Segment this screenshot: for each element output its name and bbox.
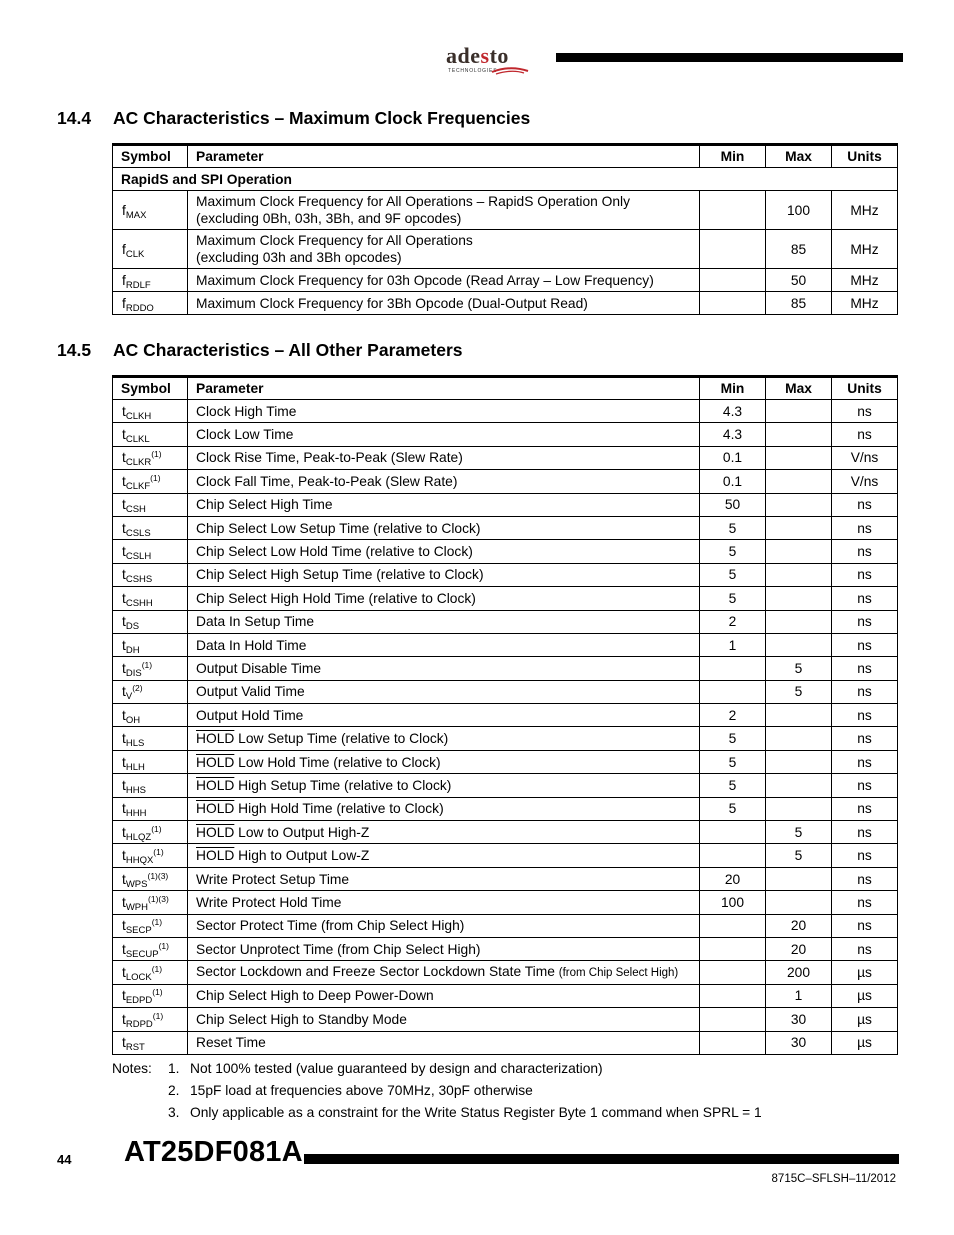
adesto-logo bbox=[446, 44, 530, 76]
max-cell: 1 bbox=[766, 984, 832, 1007]
group-row bbox=[113, 168, 898, 191]
max-cell bbox=[766, 493, 832, 516]
max-cell bbox=[766, 540, 832, 563]
max-cell bbox=[766, 750, 832, 773]
logo-wordmark: adesto bbox=[446, 43, 509, 68]
max-cell bbox=[766, 516, 832, 539]
symbol-cell: $t_{WPS}^{(1)(3)}$ bbox=[113, 867, 188, 890]
table-row bbox=[113, 540, 898, 563]
group-label: RapidS and SPI Operation bbox=[113, 168, 898, 191]
max-cell bbox=[766, 797, 832, 820]
table-notes bbox=[112, 1058, 762, 1124]
symbol-cell: $t_{WPH}^{(1)(3)}$ bbox=[113, 891, 188, 914]
min-cell: 0.1 bbox=[700, 446, 766, 469]
col-units: Units bbox=[832, 377, 898, 400]
symbol-cell: $t_{HHH}$ bbox=[113, 797, 188, 820]
part-number-title: AT25DF081A bbox=[124, 1136, 303, 1168]
units-cell: V/ns bbox=[832, 446, 898, 469]
footnote-ref: (1) bbox=[158, 940, 169, 951]
parameter-cell: Chip Select Low Setup Time (relative to Clock) bbox=[188, 516, 700, 539]
units-cell: µs bbox=[832, 961, 898, 984]
units-cell: ns bbox=[832, 657, 898, 680]
max-cell: 85 bbox=[766, 230, 832, 269]
table-row bbox=[113, 516, 898, 539]
table-header-row bbox=[113, 377, 898, 400]
parameter-cell: Chip Select High Setup Time (relative to Clock) bbox=[188, 563, 700, 586]
col-max: Max bbox=[766, 145, 832, 168]
section-heading-14-4: 14.4 AC Characteristics – Maximum Clock Frequencies bbox=[57, 108, 531, 128]
table-row bbox=[113, 984, 898, 1007]
parameter-cell: HOLD Low Setup Time (relative to Clock) bbox=[188, 727, 700, 750]
table-row bbox=[113, 563, 898, 586]
footnote-ref: (1) bbox=[151, 449, 162, 460]
max-cell bbox=[766, 400, 832, 423]
parameter-cell: Chip Select High Hold Time (relative to Clock) bbox=[188, 587, 700, 610]
min-cell: 5 bbox=[700, 727, 766, 750]
symbol-cell: $f_{RDLF}$ bbox=[113, 269, 188, 292]
footnote-ref: (1) bbox=[151, 964, 163, 975]
units-cell: MHz bbox=[832, 230, 898, 269]
units-cell: ns bbox=[832, 844, 898, 867]
parameter-cell: Maximum Clock Frequency for All Operations (excluding 03h and 3Bh opcodes) bbox=[188, 230, 700, 269]
symbol-cell: $t_{EDPD}^{(1)}$ bbox=[113, 984, 188, 1007]
units-cell: µs bbox=[832, 1008, 898, 1031]
min-cell bbox=[700, 1031, 766, 1054]
units-cell: ns bbox=[832, 914, 898, 937]
max-cell bbox=[766, 704, 832, 727]
footnote-ref: (1) bbox=[153, 847, 164, 858]
note-1: Notes: 1. Not 100% tested (value guaranteed by design and characterization) bbox=[112, 1061, 603, 1076]
hold-signal-label: HOLD bbox=[196, 731, 235, 747]
table-row bbox=[113, 587, 898, 610]
min-cell: 20 bbox=[700, 867, 766, 890]
min-cell: 5 bbox=[700, 797, 766, 820]
max-cell: 30 bbox=[766, 1008, 832, 1031]
units-cell: ns bbox=[832, 563, 898, 586]
col-units: Units bbox=[832, 145, 898, 168]
footnote-ref: (2) bbox=[132, 683, 143, 694]
units-cell: µs bbox=[832, 984, 898, 1007]
max-cell: 85 bbox=[766, 292, 832, 315]
symbol-cell: $t_{CSHS}$ bbox=[113, 563, 188, 586]
table-header-row bbox=[113, 145, 898, 168]
symbol-cell: $t_{CLKL}$ bbox=[113, 423, 188, 446]
min-cell bbox=[700, 292, 766, 315]
table-row bbox=[113, 633, 898, 656]
parameter-cell: Clock Rise Time, Peak-to-Peak (Slew Rate) bbox=[188, 446, 700, 469]
units-cell: ns bbox=[832, 821, 898, 844]
table-row bbox=[113, 423, 898, 446]
hold-signal-label: HOLD bbox=[196, 754, 235, 770]
max-cell bbox=[766, 867, 832, 890]
parameter-cell: Output Valid Time bbox=[188, 680, 700, 703]
min-cell bbox=[700, 984, 766, 1007]
max-cell bbox=[766, 727, 832, 750]
footnote-ref: (1) bbox=[152, 987, 163, 998]
hold-signal-label: HOLD bbox=[196, 801, 235, 817]
parameter-cell: Chip Select Low Hold Time (relative to Clock) bbox=[188, 540, 700, 563]
parameter-cell: Sector Unprotect Time (from Chip Select High) bbox=[188, 937, 700, 960]
table-row bbox=[113, 191, 898, 230]
units-cell: ns bbox=[832, 750, 898, 773]
table-row bbox=[113, 821, 898, 844]
min-cell: 2 bbox=[700, 610, 766, 633]
units-cell: ns bbox=[832, 423, 898, 446]
hold-signal-label: HOLD bbox=[196, 777, 235, 793]
min-cell bbox=[700, 230, 766, 269]
parameter-cell: Sector Lockdown and Freeze Sector Lockdown State Time (from Chip Select High) bbox=[188, 961, 700, 984]
footnote-ref: (1) bbox=[151, 823, 162, 834]
min-cell: 5 bbox=[700, 750, 766, 773]
parameter-cell: Maximum Clock Frequency for All Operations – RapidS Operation Only (excluding 0Bh, 03h, 3Bh, and 9F opcodes) bbox=[188, 191, 700, 230]
units-cell: ns bbox=[832, 516, 898, 539]
units-cell: ns bbox=[832, 867, 898, 890]
footnote-ref: (1)(3) bbox=[147, 870, 169, 881]
table-row bbox=[113, 446, 898, 469]
symbol-cell: $t_{LOCK}^{(1)}$ bbox=[113, 961, 188, 984]
symbol-cell: $t_{CLKR}^{(1)}$ bbox=[113, 446, 188, 469]
table-row bbox=[113, 680, 898, 703]
table-row bbox=[113, 269, 898, 292]
min-cell: 100 bbox=[700, 891, 766, 914]
table-row bbox=[113, 774, 898, 797]
max-cell bbox=[766, 563, 832, 586]
table-row bbox=[113, 750, 898, 773]
symbol-cell: $t_{RST}$ bbox=[113, 1031, 188, 1054]
min-cell bbox=[700, 680, 766, 703]
units-cell: MHz bbox=[832, 191, 898, 230]
col-min: Min bbox=[700, 145, 766, 168]
min-cell: 5 bbox=[700, 774, 766, 797]
symbol-cell: $t_{SECUP}^{(1)}$ bbox=[113, 937, 188, 960]
table-row bbox=[113, 797, 898, 820]
units-cell: MHz bbox=[832, 292, 898, 315]
min-cell bbox=[700, 844, 766, 867]
max-cell bbox=[766, 446, 832, 469]
footer-rule bbox=[304, 1154, 899, 1164]
max-cell: 50 bbox=[766, 269, 832, 292]
table-row bbox=[113, 727, 898, 750]
min-cell bbox=[700, 191, 766, 230]
hold-signal-label: HOLD bbox=[196, 848, 235, 864]
symbol-cell: $t_{DIS}^{(1)}$ bbox=[113, 657, 188, 680]
section-heading-14-5: 14.5 AC Characteristics – All Other Parameters bbox=[57, 340, 463, 360]
ac-parameters-table bbox=[112, 375, 898, 1055]
max-cell: 20 bbox=[766, 937, 832, 960]
table-row bbox=[113, 493, 898, 516]
max-cell: 20 bbox=[766, 914, 832, 937]
symbol-cell: $t_{HHS}$ bbox=[113, 774, 188, 797]
table-row bbox=[113, 844, 898, 867]
table-row bbox=[113, 891, 898, 914]
min-cell bbox=[700, 961, 766, 984]
symbol-cell: $t_{DS}$ bbox=[113, 610, 188, 633]
min-cell: 5 bbox=[700, 540, 766, 563]
max-cell: 30 bbox=[766, 1031, 832, 1054]
symbol-cell: $t_{CSLH}$ bbox=[113, 540, 188, 563]
min-cell: 4.3 bbox=[700, 400, 766, 423]
units-cell: ns bbox=[832, 633, 898, 656]
max-cell bbox=[766, 633, 832, 656]
units-cell: MHz bbox=[832, 269, 898, 292]
parameter-cell: HOLD High Setup Time (relative to Clock) bbox=[188, 774, 700, 797]
units-cell: ns bbox=[832, 400, 898, 423]
max-cell: 5 bbox=[766, 680, 832, 703]
max-cell: 200 bbox=[766, 961, 832, 984]
parameter-cell: HOLD High to Output Low-Z bbox=[188, 844, 700, 867]
max-cell bbox=[766, 470, 832, 493]
table-row bbox=[113, 937, 898, 960]
symbol-cell: $t_{CLKH}$ bbox=[113, 400, 188, 423]
min-cell: 5 bbox=[700, 587, 766, 610]
table-row bbox=[113, 1008, 898, 1031]
header-rule bbox=[556, 53, 903, 62]
min-cell: 50 bbox=[700, 493, 766, 516]
parameter-cell: HOLD Low to Output High-Z bbox=[188, 821, 700, 844]
parameter-cell: Write Protect Setup Time bbox=[188, 867, 700, 890]
symbol-cell: $t_{RDPD}^{(1)}$ bbox=[113, 1008, 188, 1031]
max-cell bbox=[766, 774, 832, 797]
symbol-cell: $f_{MAX}$ bbox=[113, 191, 188, 230]
min-cell bbox=[700, 821, 766, 844]
symbol-cell: $t_{CSHH}$ bbox=[113, 587, 188, 610]
symbol-cell: $t_V^{(2)}$ bbox=[113, 680, 188, 703]
parameter-cell: Data In Setup Time bbox=[188, 610, 700, 633]
units-cell: ns bbox=[832, 774, 898, 797]
col-max: Max bbox=[766, 377, 832, 400]
parameter-cell: Clock High Time bbox=[188, 400, 700, 423]
table-row bbox=[113, 961, 898, 984]
parameter-cell: Maximum Clock Frequency for 3Bh Opcode (Dual-Output Read) bbox=[188, 292, 700, 315]
footnote-ref: (1) bbox=[152, 1010, 164, 1021]
units-cell: µs bbox=[832, 1031, 898, 1054]
symbol-cell: $t_{DH}$ bbox=[113, 633, 188, 656]
units-cell: ns bbox=[832, 540, 898, 563]
table-row bbox=[113, 704, 898, 727]
units-cell: ns bbox=[832, 610, 898, 633]
table-row bbox=[113, 292, 898, 315]
units-cell: ns bbox=[832, 797, 898, 820]
min-cell: 5 bbox=[700, 563, 766, 586]
table-row bbox=[113, 230, 898, 269]
max-cell bbox=[766, 891, 832, 914]
symbol-cell: $f_{CLK}$ bbox=[113, 230, 188, 269]
parameter-cell: Sector Protect Time (from Chip Select High) bbox=[188, 914, 700, 937]
max-cell bbox=[766, 423, 832, 446]
max-cell bbox=[766, 610, 832, 633]
footnote-ref: (1)(3) bbox=[148, 893, 169, 904]
units-cell: ns bbox=[832, 587, 898, 610]
symbol-cell: $t_{SECP}^{(1)}$ bbox=[113, 914, 188, 937]
max-cell: 100 bbox=[766, 191, 832, 230]
col-min: Min bbox=[700, 377, 766, 400]
symbol-cell: $t_{CLKF}^{(1)}$ bbox=[113, 470, 188, 493]
symbol-cell: $t_{HLS}$ bbox=[113, 727, 188, 750]
units-cell: ns bbox=[832, 680, 898, 703]
table-row bbox=[113, 657, 898, 680]
parameter-cell: Maximum Clock Frequency for 03h Opcode (Read Array – Low Frequency) bbox=[188, 269, 700, 292]
min-cell bbox=[700, 269, 766, 292]
parameter-cell: Chip Select High to Deep Power-Down bbox=[188, 984, 700, 1007]
symbol-cell: $t_{OH}$ bbox=[113, 704, 188, 727]
logo-swoosh-icon bbox=[490, 66, 530, 76]
symbol-cell: $t_{HLQZ}^{(1)}$ bbox=[113, 821, 188, 844]
max-cell: 5 bbox=[766, 657, 832, 680]
units-cell: ns bbox=[832, 493, 898, 516]
symbol-cell: $t_{HHQX}^{(1)}$ bbox=[113, 844, 188, 867]
col-symbol: Symbol bbox=[113, 145, 188, 168]
max-cell: 5 bbox=[766, 844, 832, 867]
min-cell: 1 bbox=[700, 633, 766, 656]
symbol-cell: $f_{RDDO}$ bbox=[113, 292, 188, 315]
max-cell: 5 bbox=[766, 821, 832, 844]
parameter-cell: HOLD Low Hold Time (relative to Clock) bbox=[188, 750, 700, 773]
table-row bbox=[113, 1031, 898, 1054]
units-cell: V/ns bbox=[832, 470, 898, 493]
max-clock-frequency-table bbox=[112, 143, 898, 315]
hold-signal-label: HOLD bbox=[196, 824, 235, 840]
note-2: 2. 15pF load at frequencies above 70MHz, 30pF otherwise bbox=[168, 1083, 533, 1098]
parameter-cell: Chip Select High Time bbox=[188, 493, 700, 516]
document-id: 8715C–SFLSH–11/2012 bbox=[771, 1173, 896, 1185]
note-3: 3. Only applicable as a constraint for the Write Status Register Byte 1 command when SPRL = 1 bbox=[168, 1105, 762, 1120]
units-cell: ns bbox=[832, 891, 898, 914]
min-cell: 2 bbox=[700, 704, 766, 727]
page-number: 44 bbox=[57, 1152, 72, 1167]
parameter-cell: Reset Time bbox=[188, 1031, 700, 1054]
table-row bbox=[113, 470, 898, 493]
symbol-cell: $t_{CSH}$ bbox=[113, 493, 188, 516]
footnote-ref: (1) bbox=[150, 472, 161, 483]
parameter-cell: Data In Hold Time bbox=[188, 633, 700, 656]
col-parameter: Parameter bbox=[188, 145, 700, 168]
table-row bbox=[113, 914, 898, 937]
parameter-cell: Chip Select High to Standby Mode bbox=[188, 1008, 700, 1031]
footnote-ref: (1) bbox=[151, 917, 163, 928]
parameter-cell: HOLD High Hold Time (relative to Clock) bbox=[188, 797, 700, 820]
parameter-cell: Write Protect Hold Time bbox=[188, 891, 700, 914]
min-cell: 5 bbox=[700, 516, 766, 539]
min-cell bbox=[700, 937, 766, 960]
table-row bbox=[113, 610, 898, 633]
parameter-cell: Output Hold Time bbox=[188, 704, 700, 727]
units-cell: ns bbox=[832, 704, 898, 727]
table-row bbox=[113, 867, 898, 890]
col-symbol: Symbol bbox=[113, 377, 188, 400]
parameter-cell: Clock Low Time bbox=[188, 423, 700, 446]
footnote-ref: (1) bbox=[141, 659, 153, 670]
min-cell: 4.3 bbox=[700, 423, 766, 446]
max-cell bbox=[766, 587, 832, 610]
parameter-cell: Clock Fall Time, Peak-to-Peak (Slew Rate) bbox=[188, 470, 700, 493]
units-cell: ns bbox=[832, 937, 898, 960]
min-cell bbox=[700, 657, 766, 680]
parameter-cell: Output Disable Time bbox=[188, 657, 700, 680]
symbol-cell: $t_{CSLS}$ bbox=[113, 516, 188, 539]
symbol-cell: $t_{HLH}$ bbox=[113, 750, 188, 773]
units-cell: ns bbox=[832, 727, 898, 750]
logo-tagline: TECHNOLOGIES bbox=[448, 68, 498, 74]
min-cell bbox=[700, 914, 766, 937]
table-row bbox=[113, 400, 898, 423]
col-parameter: Parameter bbox=[188, 377, 700, 400]
min-cell bbox=[700, 1008, 766, 1031]
min-cell: 0.1 bbox=[700, 470, 766, 493]
